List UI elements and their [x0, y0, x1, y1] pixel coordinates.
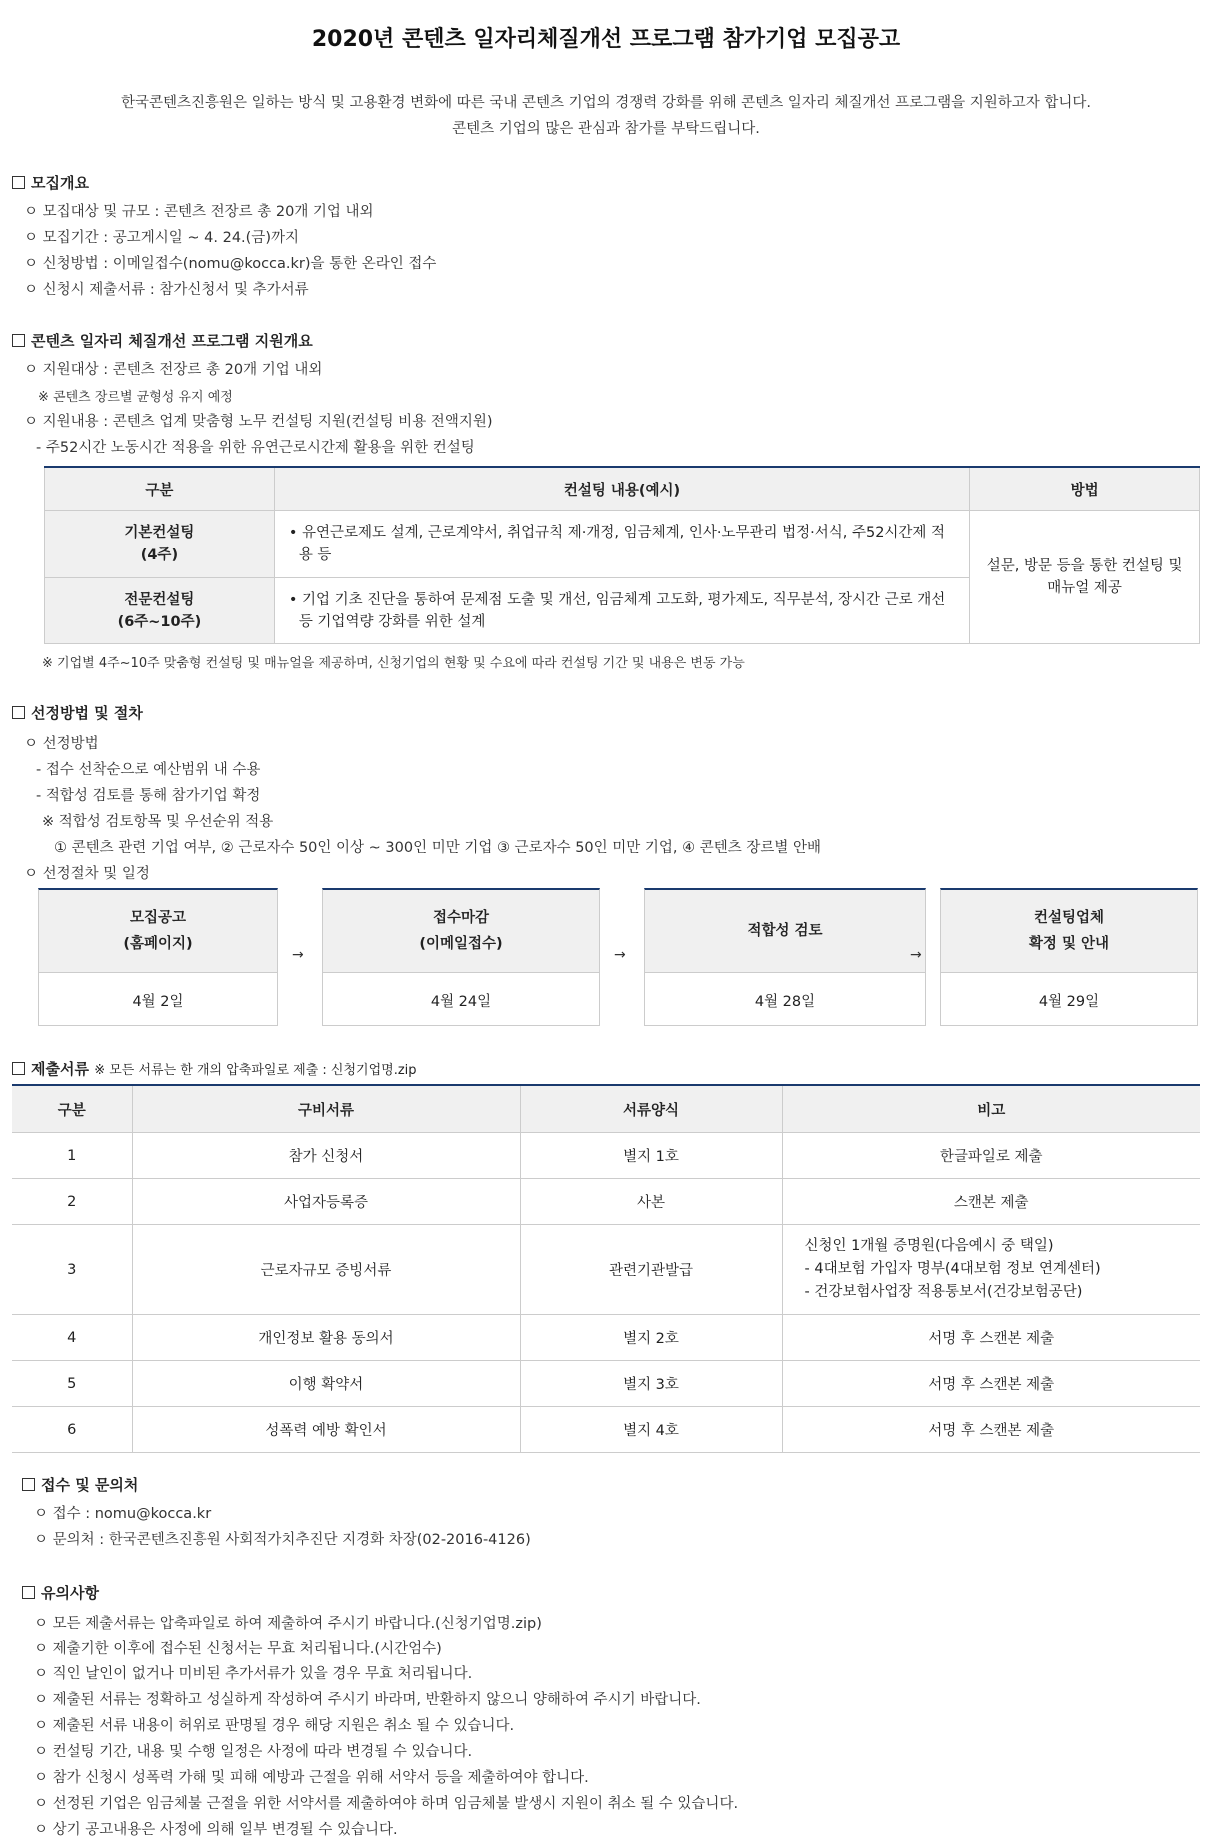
- section-heading-selection: 선정방법 및 절차: [12, 702, 143, 723]
- table-row: 3 근로자규모 증빙서류 관련기관발급 신청인 1개월 증명원(다음예시 중 택일) - 4대보험 가입자 명부(4대보험 정보 연계센터) - 건강보험사업장 적용통보서(건강보험공단): [12, 1225, 1200, 1315]
- intro-text: [0, 90, 1212, 142]
- checkbox-square-icon: [12, 334, 25, 347]
- checkbox-square-icon: [12, 176, 25, 189]
- process-steps: [0, 888, 1212, 1028]
- consulting-method: 설문, 방문 등을 통한 컨설팅 및 매뉴얼 제공: [970, 511, 1200, 644]
- table-row: 1 참가 신청서 별지 1호 한글파일로 제출: [12, 1133, 1200, 1179]
- selection-method: ㅇ 선정방법: [24, 736, 99, 752]
- overview-item: ㅇ 모집대상 및 규모 : 콘텐츠 전장르 총 20개 기업 내외: [24, 204, 374, 220]
- arrow-right-icon: →: [614, 947, 626, 963]
- arrow-right-icon: →: [910, 947, 922, 963]
- table-header: 구분: [45, 467, 275, 511]
- notes-item: ㅇ 모든 제출서류는 압축파일로 하여 제출하여 주시기 바랍니다.(신청기업명.zip): [34, 1616, 542, 1632]
- arrow-right-icon: →: [292, 947, 304, 963]
- notes-item: ㅇ 제출된 서류는 정확하고 성실하게 작성하여 주시기 바라며, 반환하지 않으니 양해하여 주시기 바랍니다.: [34, 1692, 701, 1708]
- notes-item: ㅇ 컨설팅 기간, 내용 및 수행 일정은 사정에 따라 변경될 수 있습니다.: [34, 1744, 473, 1760]
- table-row: 5 이행 확약서 별지 3호 서명 후 스캔본 제출: [12, 1361, 1200, 1407]
- notes-item: ㅇ 제출기한 이후에 접수된 신청서는 무효 처리됩니다.(시간엄수): [34, 1641, 442, 1657]
- notes-item: ㅇ 직인 날인이 없거나 미비된 추가서류가 있을 경우 무효 처리됩니다.: [34, 1666, 473, 1682]
- page-title: 2020년 콘텐츠 일자리체질개선 프로그램 참가기업 모집공고: [311, 27, 901, 52]
- selection-note: ※ 적합성 검토항목 및 우선순위 적용: [42, 814, 274, 830]
- process-step: 적합성 검토 4월 28일: [644, 888, 926, 1026]
- support-note: ※ 콘텐츠 장르별 균형성 유지 예정: [38, 390, 233, 405]
- overview-item: ㅇ 모집기간 : 공고게시일 ~ 4. 24.(금)까지: [24, 230, 299, 246]
- checkbox-square-icon: [22, 1586, 35, 1599]
- table-header: 구비서류: [132, 1085, 520, 1133]
- selection-criteria: ① 콘텐츠 관련 기업 여부, ② 근로자수 50인 이상 ~ 300인 미만 기업 ③ 근로자수 50인 미만 기업, ④ 콘텐츠 장르별 안배: [54, 840, 821, 856]
- overview-item: ㅇ 신청시 제출서류 : 참가신청서 및 추가서류: [24, 282, 309, 298]
- expert-consulting-content: • 기업 기초 진단을 통하여 문제점 도출 및 개선, 임금체계 고도화, 평가제도, 직무분석, 장시간 근로 개선 등 기업역량 강화를 위한 설계: [274, 578, 969, 644]
- intro-line-2: 콘텐츠 기업의 많은 관심과 참가를 부탁드립니다.: [452, 121, 760, 137]
- notes-item: ㅇ 선정된 기업은 임금체불 근절을 위한 서약서를 제출하여야 하며 임금체불 발생시 지원이 취소 될 수 있습니다.: [34, 1796, 739, 1812]
- documents-table: [12, 1084, 1200, 1453]
- section-heading-overview: 모집개요: [12, 172, 89, 193]
- intro-line-1: 한국콘텐츠진흥원은 일하는 방식 및 고용환경 변화에 따른 국내 콘텐츠 기업의 경쟁력 강화를 위해 콘텐츠 일자리 체질개선 프로그램을 지원하고자 합니다.: [120, 95, 1091, 111]
- consulting-table: [44, 466, 1200, 644]
- section-heading-support: 콘텐츠 일자리 체질개선 프로그램 지원개요: [12, 330, 313, 351]
- support-content: ㅇ 지원내용 : 콘텐츠 업계 맞춤형 노무 컨설팅 지원(컨설팅 비용 전액지원): [24, 414, 493, 430]
- section-heading-contact: 접수 및 문의처: [22, 1474, 138, 1495]
- documents-note: ※ 모든 서류는 한 개의 압축파일로 제출 : 신청기업명.zip: [94, 1063, 417, 1078]
- support-target: ㅇ 지원대상 : 콘텐츠 전장르 총 20개 기업 내외: [24, 362, 323, 378]
- selection-sub: - 적합성 검토를 통해 참가기업 확정: [36, 788, 261, 804]
- expert-consulting-label: 전문컨설팅 (6주~10주): [45, 578, 275, 644]
- support-sub: - 주52시간 노동시간 적용을 위한 유연근로시간제 활용을 위한 컨설팅: [36, 440, 475, 456]
- section-heading-notes: 유의사항: [22, 1582, 99, 1603]
- table-header: 비고: [782, 1085, 1200, 1133]
- table-row: 4 개인정보 활용 동의서 별지 2호 서명 후 스캔본 제출: [12, 1315, 1200, 1361]
- table-row: 2 사업자등록증 사본 스캔본 제출: [12, 1179, 1200, 1225]
- basic-consulting-label: 기본컨설팅 (4주): [45, 511, 275, 578]
- overview-item: ㅇ 신청방법 : 이메일접수(nomu@kocca.kr)을 통한 온라인 접수: [24, 256, 437, 272]
- table-header: 서류양식: [520, 1085, 782, 1133]
- notes-item: ㅇ 참가 신청시 성폭력 가해 및 피해 예방과 근절을 위해 서약서 등을 제출하여야 합니다.: [34, 1770, 589, 1786]
- contact-item: ㅇ 문의처 : 한국콘텐츠진흥원 사회적가치추진단 지경화 차장(02-2016-4126): [34, 1532, 531, 1548]
- checkbox-square-icon: [22, 1478, 35, 1491]
- notes-item: ㅇ 제출된 서류 내용이 허위로 판명될 경우 해당 지원은 취소 될 수 있습니다.: [34, 1718, 515, 1734]
- contact-item: ㅇ 접수 : nomu@kocca.kr: [34, 1506, 212, 1522]
- selection-process: ㅇ 선정절차 및 일정: [24, 866, 150, 882]
- checkbox-square-icon: [12, 1062, 25, 1075]
- consulting-note: ※ 기업별 4주~10주 맞춤형 컨설팅 및 매뉴얼을 제공하며, 신청기업의 현황 및 수요에 따라 컨설팅 기간 및 내용은 변동 가능: [42, 656, 745, 671]
- process-step: 접수마감 (이메일접수) 4월 24일: [322, 888, 600, 1026]
- selection-sub: - 접수 선착순으로 예산범위 내 수용: [36, 762, 261, 778]
- basic-consulting-content: • 유연근로제도 설계, 근로계약서, 취업규칙 제·개정, 임금체계, 인사·노무관리 법정·서식, 주52시간제 적용 등: [274, 511, 969, 578]
- section-heading-documents: 제출서류 ※ 모든 서류는 한 개의 압축파일로 제출 : 신청기업명.zip: [12, 1058, 417, 1079]
- notes-item: ㅇ 상기 공고내용은 사정에 의해 일부 변경될 수 있습니다.: [34, 1822, 398, 1838]
- table-header: 방법: [970, 467, 1200, 511]
- checkbox-square-icon: [12, 706, 25, 719]
- table-header: 컨설팅 내용(예시): [274, 467, 969, 511]
- process-step: 모집공고 (홈페이지) 4월 2일: [38, 888, 278, 1026]
- process-step: 컨설팅업체 확정 및 안내 4월 29일: [940, 888, 1198, 1026]
- table-row: 6 성폭력 예방 확인서 별지 4호 서명 후 스캔본 제출: [12, 1407, 1200, 1453]
- table-header: 구분: [12, 1085, 132, 1133]
